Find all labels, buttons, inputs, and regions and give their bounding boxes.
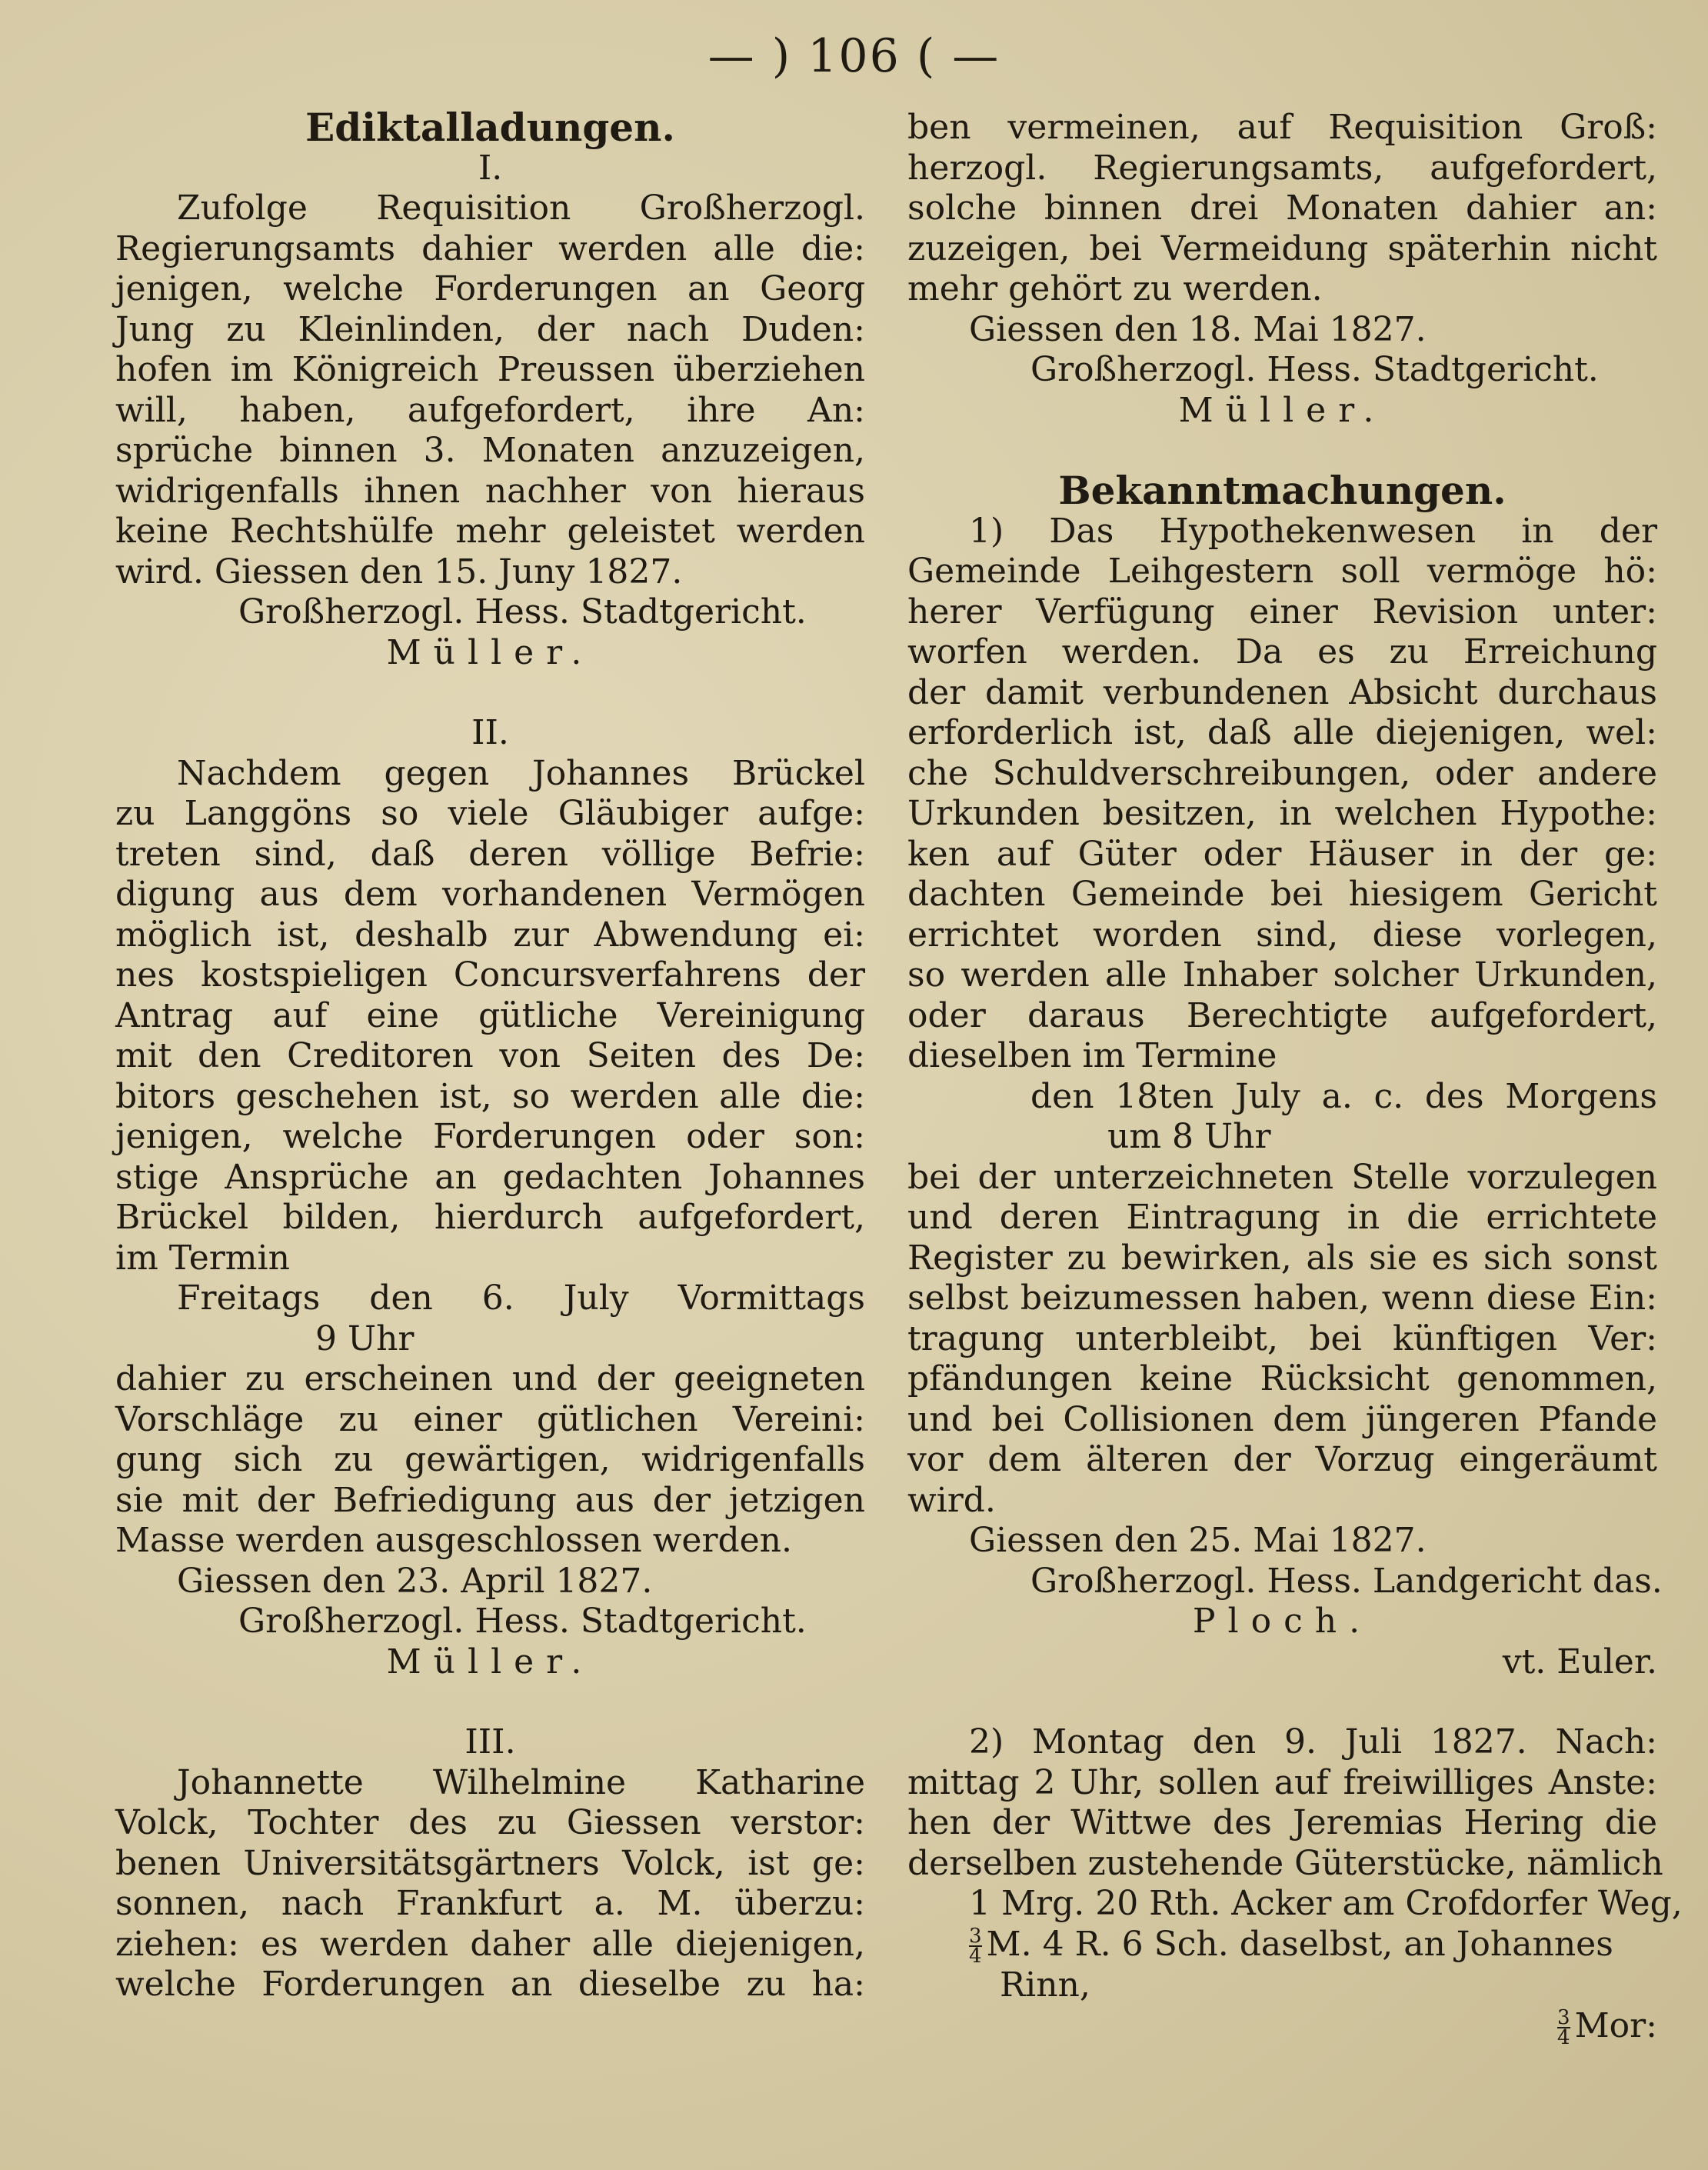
property-item: 1 Mrg. 20 Rth. Acker am Crofdorfer Weg, xyxy=(969,1884,1683,1923)
text-line: herzogl. Regierungsamts, aufgefordert, xyxy=(907,148,1657,188)
notice-2-body xyxy=(115,754,865,1279)
text-line: jenigen, welche Forderungen an Georg xyxy=(115,269,865,308)
place-date: Giessen den 23. April 1827. xyxy=(177,1561,653,1601)
text-line: benen Universitätsgärtners Volck, ist ge: xyxy=(115,1843,865,1883)
left-column xyxy=(115,105,865,2005)
text-line: will, haben, aufgefordert, ihre An: xyxy=(115,390,865,430)
court-name: Großherzogl. Hess. Landgericht das. xyxy=(1030,1561,1663,1601)
text-line: welche Forderungen an dieselbe zu ha: xyxy=(115,1965,865,2004)
text-line: che Schuldverschreibungen, oder andere xyxy=(907,753,1657,793)
text-line: ken auf Güter oder Häuser in der ge: xyxy=(907,834,1657,874)
text-line: zuzeigen, bei Vermeidung späterhin nicht xyxy=(907,228,1657,268)
text-line: mittag 2 Uhr, sollen auf freiwilliges Anste: xyxy=(907,1762,1657,1802)
text-line: und deren Eintragung in die errichtete xyxy=(907,1198,1657,1237)
court-name: Großherzogl. Hess. Stadtgericht. xyxy=(238,1602,807,1641)
text-line: keine Rechtshülfe mehr geleistet werden xyxy=(115,512,865,551)
signature: Müller. xyxy=(1178,390,1387,430)
text-line: sie mit der Befriedigung aus der jetzigen xyxy=(115,1480,865,1520)
text-line: digung aus dem vorhandenen Vermögen xyxy=(115,875,865,914)
text-line: möglich ist, deshalb zur Abwendung ei: xyxy=(115,915,865,955)
text-line: gung sich zu gewärtigen, widrigenfalls xyxy=(115,1440,865,1479)
text-line: Urkunden besitzen, in welchen Hypothe: xyxy=(907,794,1657,833)
signature: Müller. xyxy=(386,1642,594,1682)
court-name: Großherzogl. Hess. Stadtgericht. xyxy=(238,592,807,632)
notice-1-body xyxy=(115,188,865,592)
text-line: wird. Giessen den 15. Juny 1827. xyxy=(115,552,683,592)
notice-numeral-1: I. xyxy=(478,148,503,188)
text-line: sonnen, nach Frankfurt a. M. überzu: xyxy=(115,1884,865,1923)
text-line: Antrag auf eine gütliche Vereinigung xyxy=(115,995,865,1035)
text-line: stige Ansprüche an gedachten Johannes xyxy=(115,1157,865,1197)
text-line: treten sind, daß deren völlige Befrie: xyxy=(115,834,865,874)
text-line: sprüche binnen 3. Monaten anzuzeigen, xyxy=(115,431,865,470)
meeting-time: um 8 Uhr xyxy=(1107,1117,1271,1156)
signature: Müller. xyxy=(386,632,594,672)
text-line: mit den Creditoren von Seiten des De: xyxy=(115,1036,865,1075)
section-title-bekanntmachungen: Bekanntmachungen. xyxy=(1058,468,1507,513)
text-line: Masse werden ausgeschlossen werden. xyxy=(115,1521,792,1560)
text-line: ben vermeinen, auf Requisition Groß: xyxy=(907,108,1657,147)
text-line: vor dem älteren der Vorzug eingeräumt xyxy=(907,1440,1657,1479)
court-name: Großherzogl. Hess. Stadtgericht. xyxy=(1030,350,1599,389)
section-title-ediktalladungen: Ediktalladungen. xyxy=(305,105,675,150)
announcement-1-body-cont xyxy=(907,1158,1657,1522)
text-line: solche binnen drei Monaten dahier an: xyxy=(907,188,1657,228)
text-line: dieselben im Termine xyxy=(907,1036,1277,1075)
text-line: Regierungsamts dahier werden alle die: xyxy=(115,228,865,268)
page-header: — ) 106 ( — xyxy=(708,29,1000,83)
text-line: derselben zustehende Güterstücke, nämlich xyxy=(907,1843,1663,1883)
text-line: Johannette Wilhelmine Katharine xyxy=(177,1762,865,1802)
place-date: Giessen den 25. Mai 1827. xyxy=(969,1521,1427,1560)
text-line: bei der unterzeichneten Stelle vorzulegen xyxy=(907,1157,1657,1197)
text-line: der damit verbundenen Absicht durchaus xyxy=(907,672,1657,712)
text-line: im Termin xyxy=(115,1238,290,1278)
property-item: $\frac{3}{4}$ M. 4 R. 6 Sch. daselbst, an Johannes xyxy=(969,1924,1613,1968)
text-line: selbst beizumessen haben, wenn diese Ein: xyxy=(907,1278,1657,1318)
notice-3-body-cont xyxy=(907,108,1657,310)
signature: Ploch. xyxy=(1192,1602,1373,1641)
text-line: Zufolge Requisition Großherzogl. xyxy=(177,188,865,228)
text-line: nes kostspieligen Concursverfahrens der xyxy=(115,955,865,995)
text-line: jenigen, welche Forderungen oder son: xyxy=(115,1117,865,1156)
fraction: $\frac{3}{4}$ xyxy=(1557,2006,1570,2049)
text-line: errichtet worden sind, diese vorlegen, xyxy=(907,915,1657,955)
property-item-cont: Rinn, xyxy=(1000,1965,1090,2005)
text-line: hofen im Königreich Preussen überziehen xyxy=(115,350,865,389)
text-line: wird. xyxy=(907,1480,996,1520)
text-line: hen der Wittwe des Jeremias Hering die xyxy=(907,1803,1657,1842)
text-line: worfen werden. Da es zu Erreichung xyxy=(907,632,1657,672)
meeting-time: 9 Uhr xyxy=(315,1318,415,1358)
right-column xyxy=(907,108,1683,2049)
text-line: mehr gehört zu werden. xyxy=(907,269,1323,308)
text-line: erforderlich ist, daß alle diejenigen, wel: xyxy=(907,713,1657,752)
text-line: zu Langgöns so viele Gläubiger aufge: xyxy=(115,794,865,833)
text-line: Volck, Tochter des zu Giessen verstor: xyxy=(115,1803,865,1842)
notice-2-body-cont xyxy=(115,1359,865,1562)
countersignature: vt. Euler. xyxy=(1502,1642,1657,1682)
notice-numeral-3: III. xyxy=(464,1722,516,1762)
text-line: 2) Montag den 9. Juli 1827. Nach: xyxy=(969,1722,1657,1762)
text-line: pfändungen keine Rücksicht genommen, xyxy=(907,1359,1657,1398)
text-line: Nachdem gegen Johannes Brückel xyxy=(177,753,865,793)
text-line: Register zu bewirken, als sie es sich sonst xyxy=(907,1238,1657,1278)
text-line: bitors geschehen ist, so werden alle die: xyxy=(115,1076,865,1116)
catchword: $\frac{3}{4}$ Mor: xyxy=(1557,2005,1657,2049)
meeting-date: den 18ten July a. c. des Morgens xyxy=(1030,1076,1657,1116)
announcement-2-body xyxy=(907,1722,1663,1884)
text-line: widrigenfalls ihnen nachher von hieraus xyxy=(115,471,865,511)
text-line: tragung unterbleibt, bei künftigen Ver: xyxy=(907,1318,1657,1358)
fraction: $\frac{3}{4}$ xyxy=(969,1925,982,1968)
text-line: ziehen: es werden daher alle diejenigen, xyxy=(115,1924,865,1964)
text-line: 1) Das Hypothekenwesen in der xyxy=(969,511,1657,551)
text-line: Vorschläge zu einer gütlichen Vereini: xyxy=(115,1399,865,1439)
text-line: dachten Gemeinde bei hiesigem Gericht xyxy=(907,875,1657,914)
text-line: und bei Collisionen dem jüngeren Pfande xyxy=(907,1399,1657,1439)
text-line: herer Verfügung einer Revision unter: xyxy=(907,592,1657,632)
text-line: so werden alle Inhaber solcher Urkunden, xyxy=(907,955,1657,995)
announcement-1-body xyxy=(907,512,1657,1077)
text-line: Brückel bilden, hierdurch aufgefordert, xyxy=(115,1198,865,1237)
text-line: oder daraus Berechtigte aufgefordert, xyxy=(907,995,1657,1035)
notice-3-body xyxy=(115,1763,865,2005)
place-date: Giessen den 18. Mai 1827. xyxy=(969,309,1427,349)
text-line: Jung zu Kleinlinden, der nach Duden: xyxy=(115,309,865,349)
meeting-date: Freitags den 6. July Vormittags xyxy=(177,1278,865,1318)
text-line: dahier zu erscheinen und der geeigneten xyxy=(115,1359,865,1398)
notice-numeral-2: II. xyxy=(471,713,509,752)
text-line: Gemeinde Leihgestern soll vermöge hö: xyxy=(907,552,1657,591)
